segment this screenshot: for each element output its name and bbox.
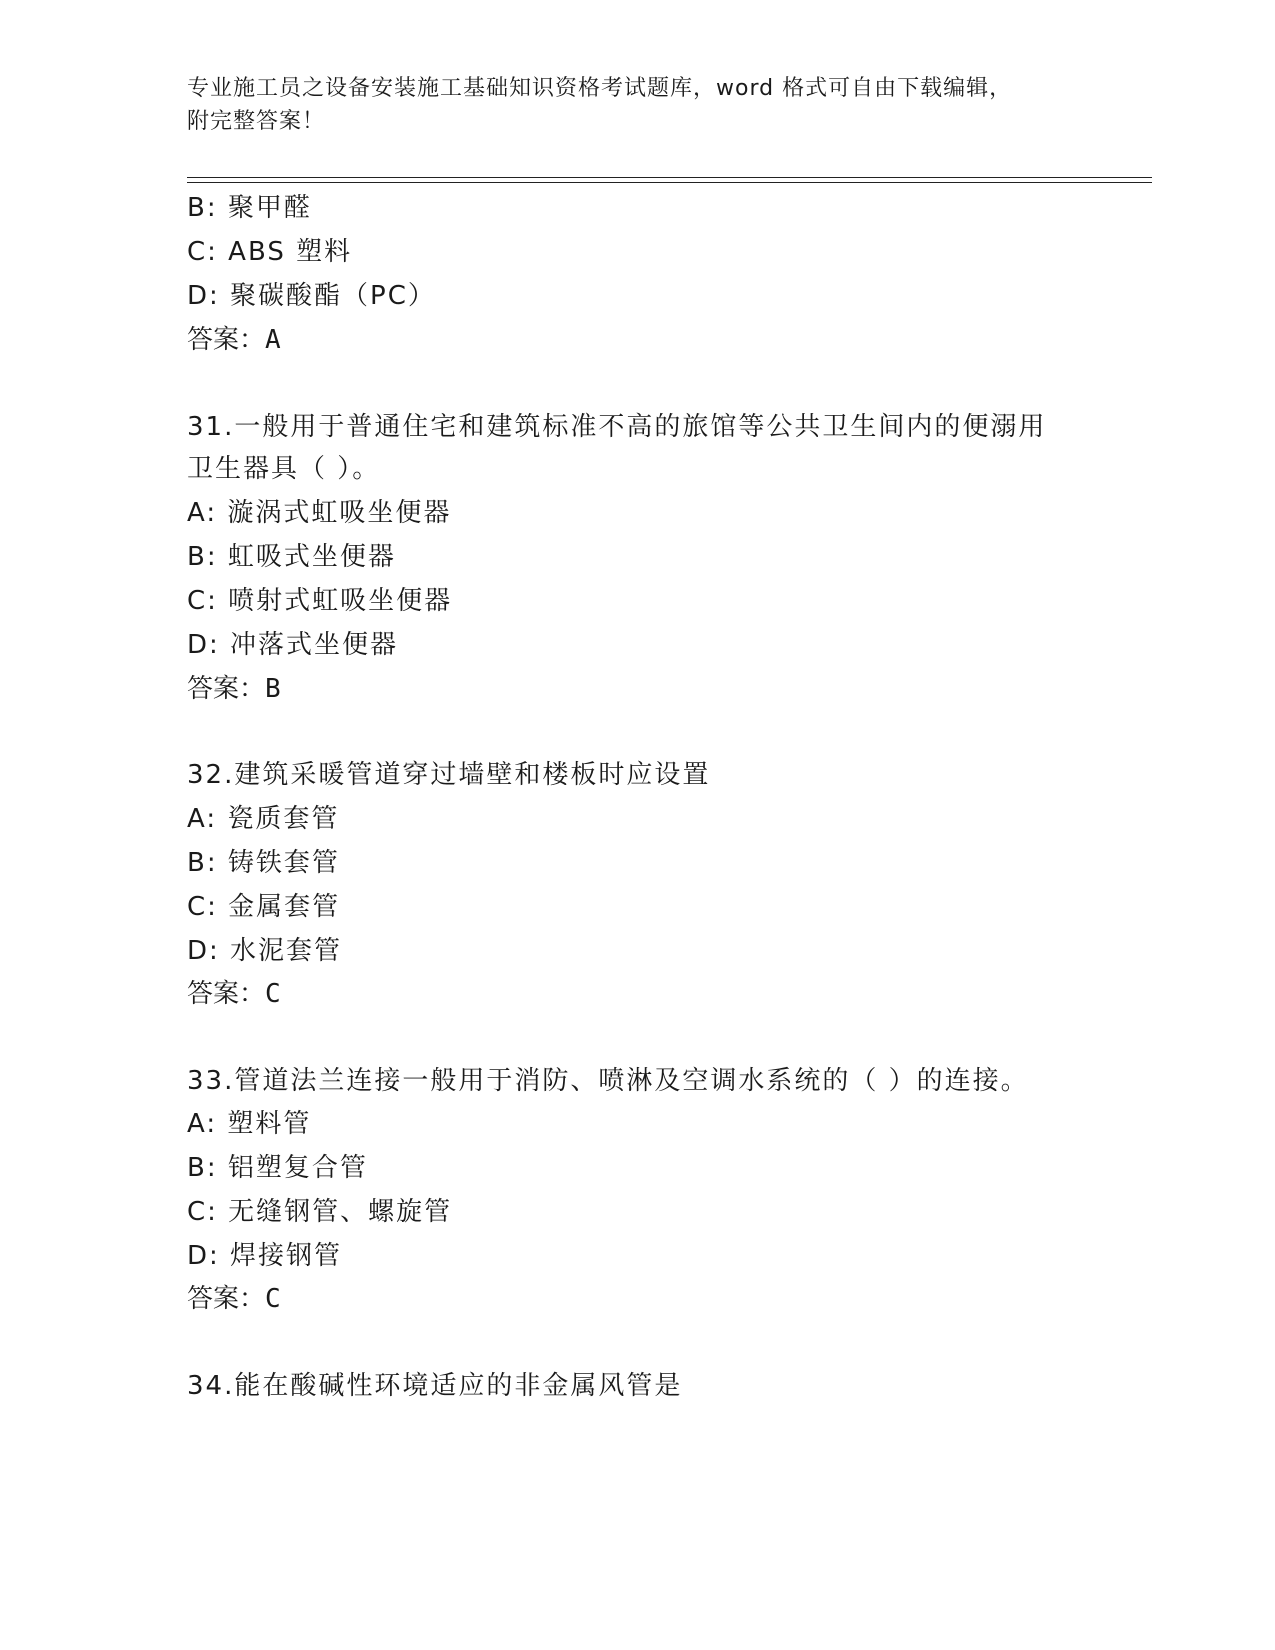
option-b: B: 铝塑复合管 — [187, 1153, 368, 1183]
header-divider-top — [187, 177, 1152, 178]
option-a: A: 瓷质套管 — [187, 804, 340, 834]
option-d: D: 聚碳酸酯（PC） — [187, 281, 436, 311]
answer-value: C — [265, 1284, 281, 1314]
answer-line — [187, 323, 281, 357]
header-divider-bottom — [187, 182, 1152, 183]
option-c: C: ABS 塑料 — [187, 237, 353, 267]
header-line-1: 专业施工员之设备安装施工基础知识资格考试题库，word 格式可自由下载编辑， — [187, 76, 1013, 101]
header-line-2: 附完整答案！ — [187, 109, 326, 134]
question-stem: 31.一般用于普通住宅和建筑标准不高的旅馆等公共卫生间内的便溺用 — [187, 412, 1047, 442]
option-b: B: 铸铁套管 — [187, 848, 340, 878]
answer-line — [187, 977, 281, 1011]
option-b: B: 聚甲醛 — [187, 193, 312, 223]
option-c: C: 无缝钢管、螺旋管 — [187, 1197, 453, 1227]
option-d: D: 焊接钢管 — [187, 1241, 343, 1271]
question-stem: 32.建筑采暖管道穿过墙壁和楼板时应设置 — [187, 760, 711, 790]
answer-value: A — [265, 325, 281, 355]
question-stem: 33.管道法兰连接一般用于消防、喷淋及空调水系统的（ ）的连接。 — [187, 1066, 1029, 1096]
answer-label: 答案： — [187, 325, 266, 355]
option-a: A: 漩涡式虹吸坐便器 — [187, 498, 452, 528]
question-stem-continued: 卫生器具（ ）。 — [187, 454, 381, 484]
question-stem: 34.能在酸碱性环境适应的非金属风管是 — [187, 1371, 683, 1401]
option-d: D: 水泥套管 — [187, 936, 343, 966]
option-a: A: 塑料管 — [187, 1109, 312, 1139]
answer-label: 答案： — [187, 1284, 266, 1314]
option-c: C: 喷射式虹吸坐便器 — [187, 586, 453, 616]
answer-line — [187, 672, 281, 706]
answer-value: C — [265, 979, 281, 1009]
answer-label: 答案： — [187, 674, 266, 704]
answer-value: B — [265, 674, 281, 704]
answer-line — [187, 1282, 281, 1316]
answer-label: 答案： — [187, 979, 266, 1009]
option-d: D: 冲落式坐便器 — [187, 630, 399, 660]
option-b: B: 虹吸式坐便器 — [187, 542, 396, 572]
option-c: C: 金属套管 — [187, 892, 341, 922]
document-header — [187, 72, 1087, 138]
